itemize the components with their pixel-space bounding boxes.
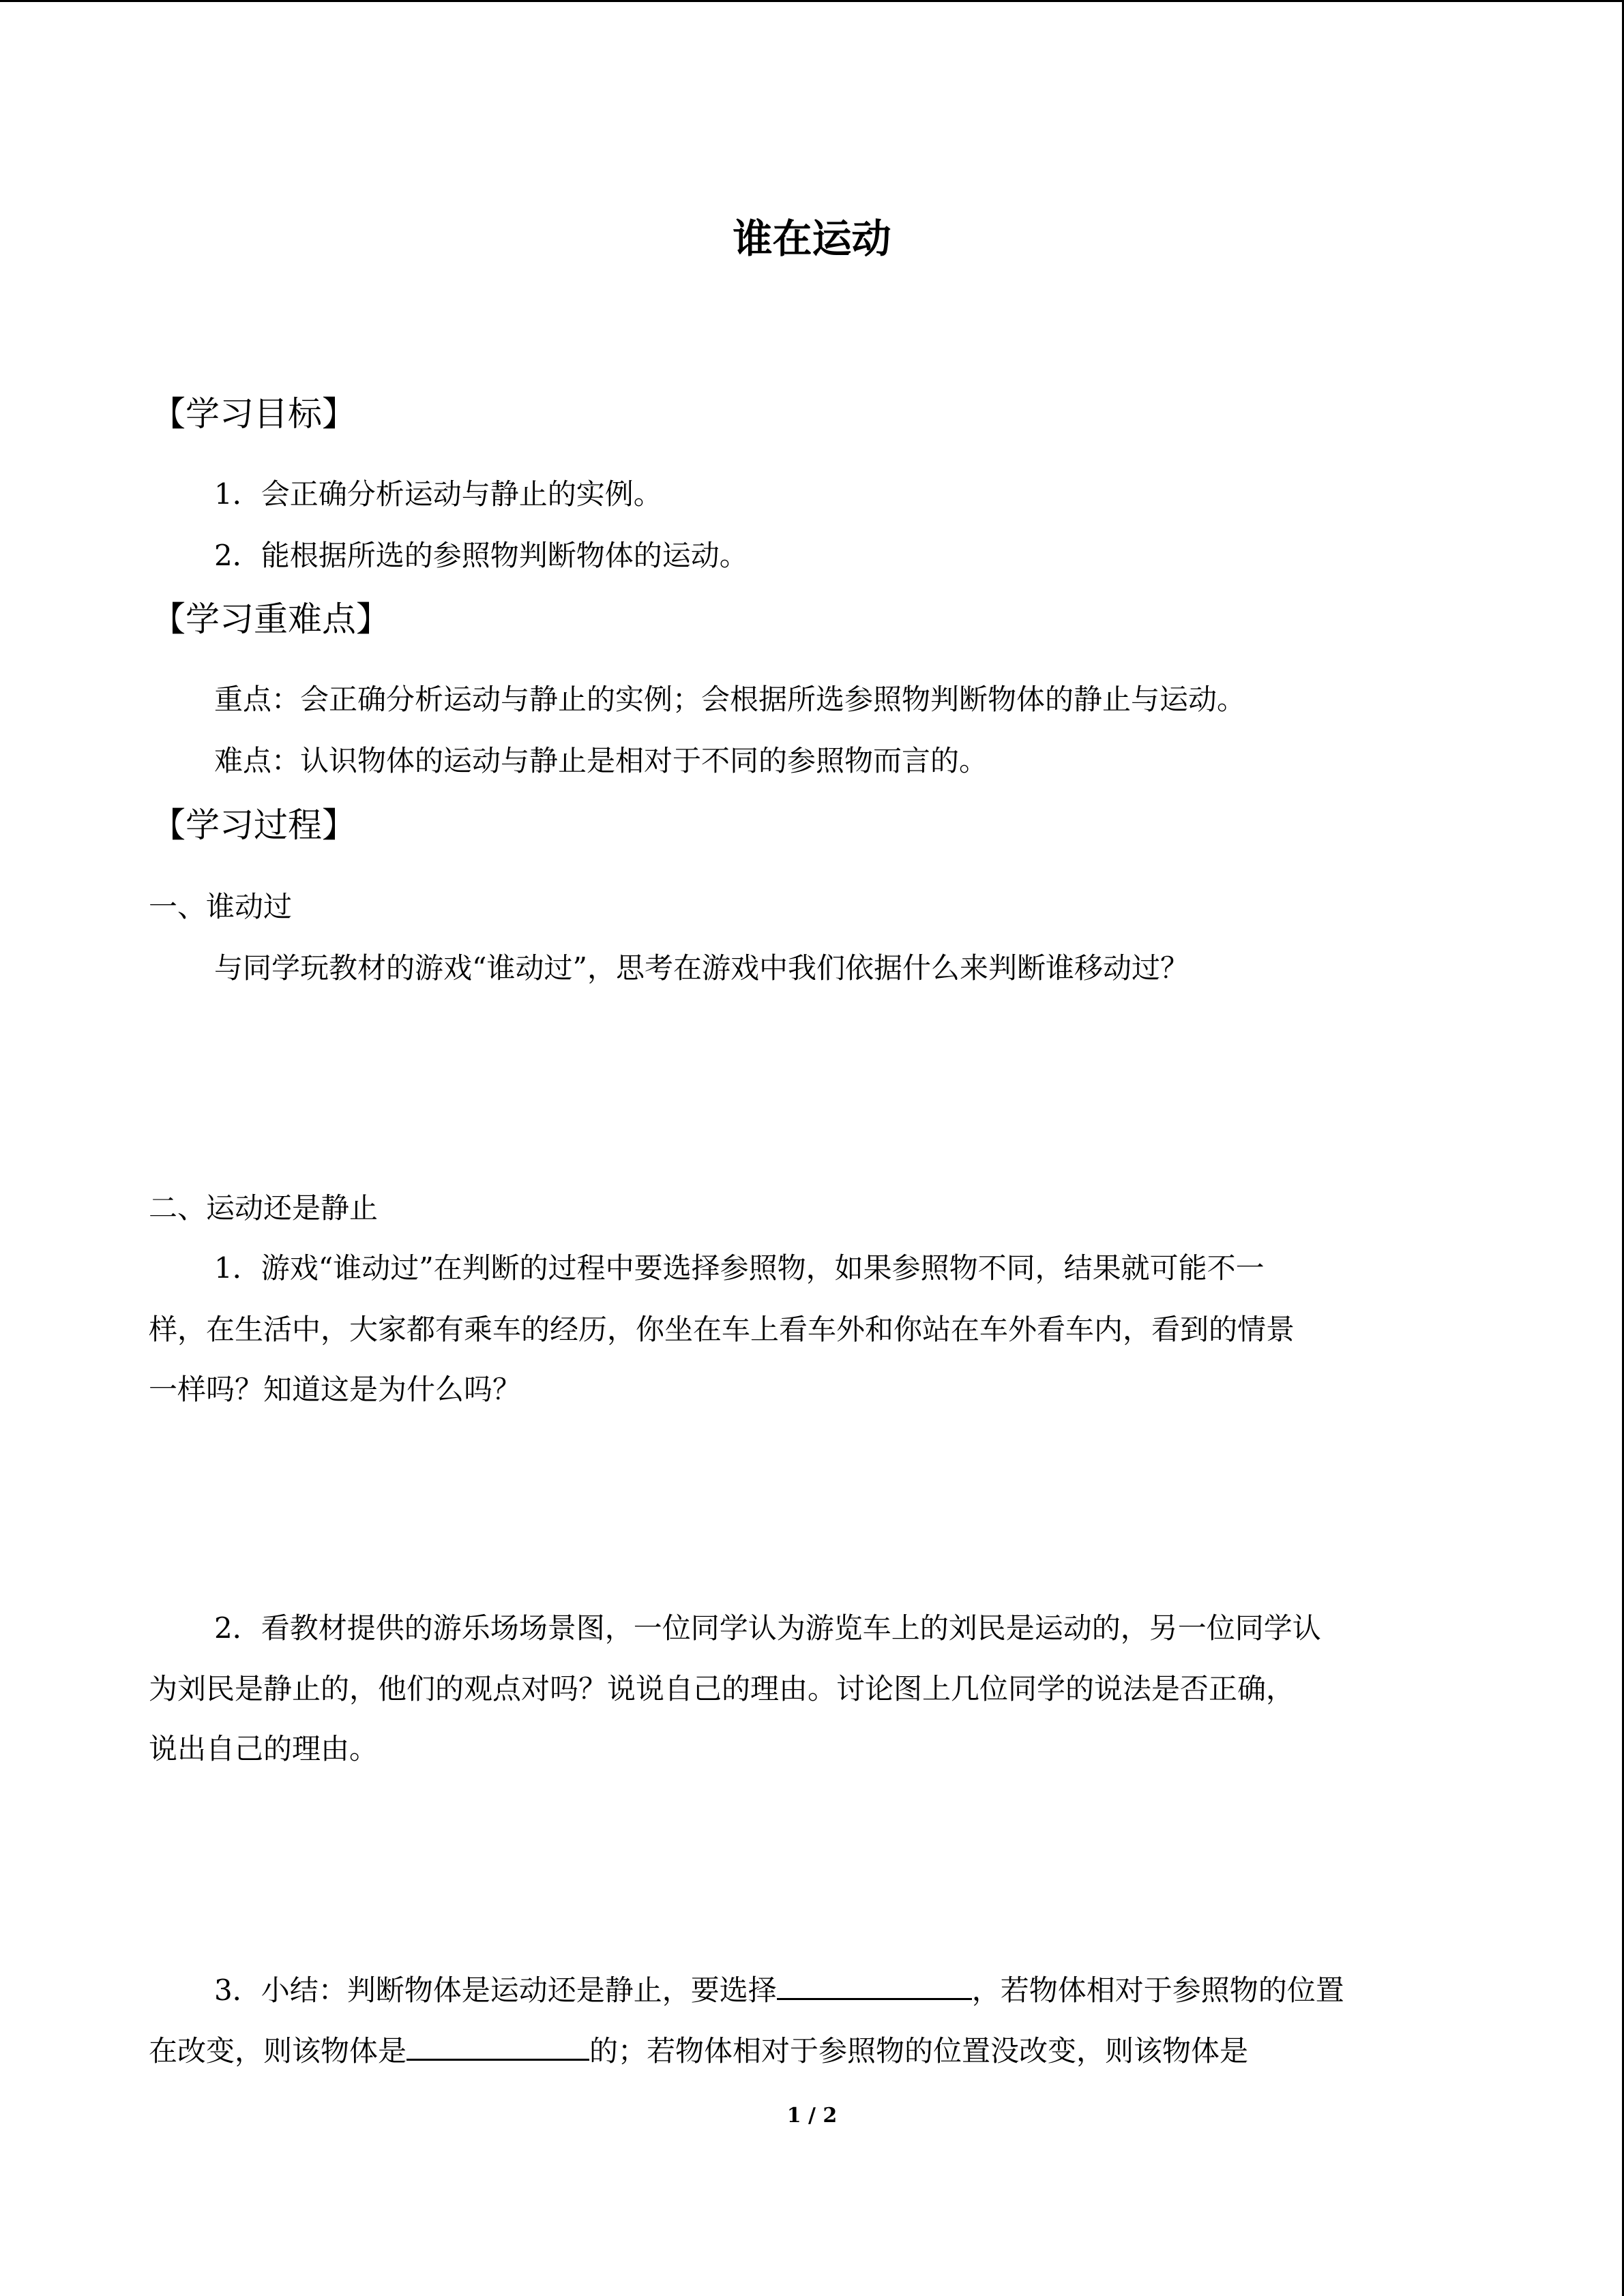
page-number: 1 / 2 (786, 2104, 838, 2128)
key-points-heading: 【学习重难点】 (151, 599, 390, 639)
q3-line-2 (149, 2029, 1248, 2072)
q2-line-2: 为刘民是静止的，他们的观点对吗？说说自己的理由。讨论图上几位同学的说法是否正确， (149, 1672, 1295, 1705)
key-point-text: 重点：会正确分析运动与静止的实例；会根据所选参照物判断物体的静止与运动。 (214, 683, 1246, 716)
q2-line-3: 说出自己的理由。 (149, 1732, 379, 1765)
q1-line-3: 一样吗？知道这是为什么吗？ (149, 1373, 522, 1406)
section2-title: 二、运动还是静止 (149, 1191, 379, 1225)
q3-line-1 (214, 1968, 1344, 2011)
objective-item-1: 1．会正确分析运动与静止的实例。 (214, 477, 662, 511)
document-title: 谁在运动 (733, 215, 891, 262)
q2-line-1: 2．看教材提供的游乐场场景图，一位同学认为游览车上的刘民是运动的，另一位同学认 (214, 1611, 1321, 1645)
q3-line-1-end: ，若物体相对于参照物的位置 (971, 1973, 1344, 2007)
objective-item-2: 2．能根据所选的参照物判断物体的运动。 (214, 539, 748, 572)
q3-line-1-start: 3．小结：判断物体是运动还是静止，要选择 (214, 1973, 777, 2007)
process-heading: 【学习过程】 (151, 805, 356, 845)
section1-body: 与同学玩教材的游戏“谁动过”，思考在游戏中我们依据什么来判断谁移动过？ (214, 951, 1189, 985)
q1-line-1: 1．游戏“谁动过”在判断的过程中要选择参照物，如果参照物不同，结果就可能不一 (214, 1251, 1265, 1285)
difficulty-text: 难点：认识物体的运动与静止是相对于不同的参照物而言的。 (214, 744, 988, 777)
q3-line-2-end: 的；若物体相对于参照物的位置没改变，则该物体是 (589, 2034, 1249, 2068)
objectives-heading: 【学习目标】 (151, 394, 356, 434)
motion-state-blank[interactable] (407, 2029, 589, 2061)
q1-line-2: 样，在生活中，大家都有乘车的经历，你坐在车上看车外和你站在车外看车内，看到的情景 (149, 1313, 1295, 1346)
section1-title: 一、谁动过 (149, 890, 293, 923)
q3-line-2-start: 在改变，则该物体是 (149, 2034, 407, 2068)
reference-object-blank[interactable] (777, 1968, 972, 2000)
